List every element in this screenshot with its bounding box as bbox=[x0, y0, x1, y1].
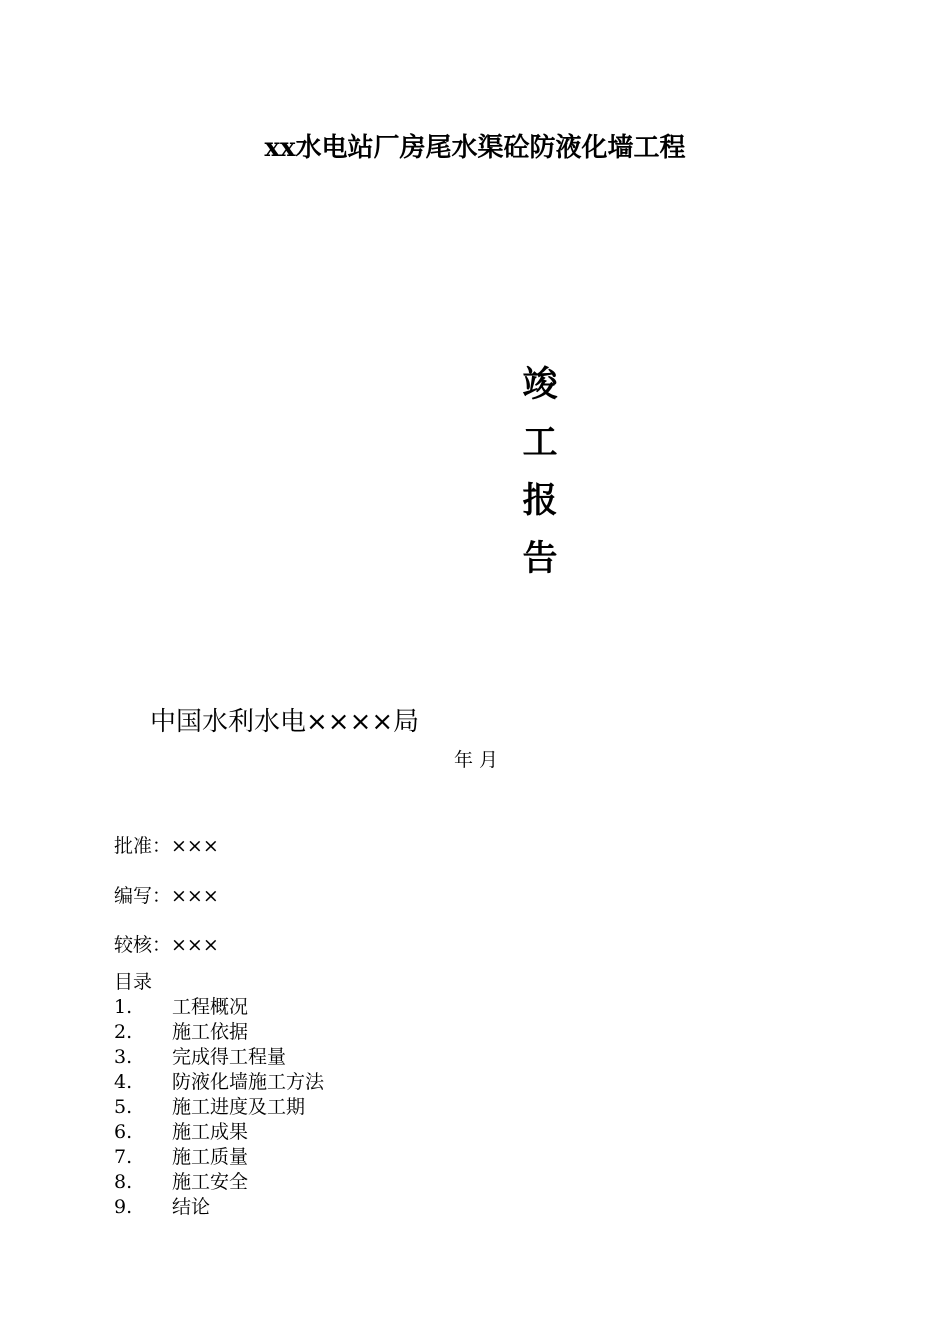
toc-item bbox=[114, 1070, 324, 1095]
toc-item bbox=[114, 1195, 324, 1220]
signoff-writer bbox=[114, 882, 219, 910]
toc-item-text: 完成得工程量 bbox=[172, 1046, 287, 1068]
toc-item bbox=[114, 1170, 324, 1195]
toc-item-text: 防液化墙施工方法 bbox=[172, 1071, 325, 1093]
toc-item bbox=[114, 995, 324, 1020]
toc-item-number: 2. bbox=[114, 1021, 133, 1043]
project-title: xx水电站厂房尾水渠砼防液化墙工程 bbox=[264, 133, 686, 163]
report-title-char: 竣 bbox=[522, 365, 558, 405]
toc-item-text: 施工安全 bbox=[172, 1171, 249, 1193]
toc-item-text: 施工成果 bbox=[172, 1121, 249, 1143]
report-title-char: 工 bbox=[522, 423, 558, 463]
toc-item bbox=[114, 1020, 324, 1045]
toc-item bbox=[114, 1095, 324, 1120]
toc-item-number: 9. bbox=[114, 1196, 133, 1218]
toc-item-number: 6. bbox=[114, 1121, 133, 1143]
report-title-char: 报 bbox=[522, 481, 558, 521]
toc-item bbox=[114, 1045, 324, 1070]
organization-name: 中国水利水电××××局 bbox=[150, 707, 420, 737]
toc-item-text: 工程概况 bbox=[172, 996, 249, 1018]
toc-item-number: 7. bbox=[114, 1146, 133, 1168]
toc-item-number: 5. bbox=[114, 1096, 133, 1118]
report-title-char: 告 bbox=[522, 539, 558, 579]
toc-item-number: 1. bbox=[114, 996, 133, 1018]
signoff-value: ××× bbox=[171, 835, 219, 857]
signoff-label: 较核： bbox=[114, 934, 172, 956]
signoff-checker bbox=[114, 931, 219, 959]
signoff-approver bbox=[114, 832, 219, 860]
signoff-value: ××× bbox=[171, 934, 219, 956]
signoff-label: 批准： bbox=[114, 835, 172, 857]
toc-item-number: 4. bbox=[114, 1071, 133, 1093]
toc-item-number: 3. bbox=[114, 1046, 133, 1068]
toc-item-text: 施工进度及工期 bbox=[172, 1096, 306, 1118]
signoff-label: 编写： bbox=[114, 885, 172, 907]
toc-item bbox=[114, 1145, 324, 1170]
report-title bbox=[518, 356, 562, 588]
signoff-value: ××× bbox=[171, 885, 219, 907]
table-of-contents bbox=[114, 970, 324, 1220]
toc-item-text: 施工质量 bbox=[172, 1146, 249, 1168]
toc-item bbox=[114, 1120, 324, 1145]
toc-item-text: 施工依据 bbox=[172, 1021, 249, 1043]
toc-item-text: 结论 bbox=[172, 1196, 211, 1218]
toc-heading: 目录 bbox=[114, 971, 153, 993]
report-date: 年 月 bbox=[454, 749, 499, 771]
toc-item-number: 8. bbox=[114, 1171, 133, 1193]
